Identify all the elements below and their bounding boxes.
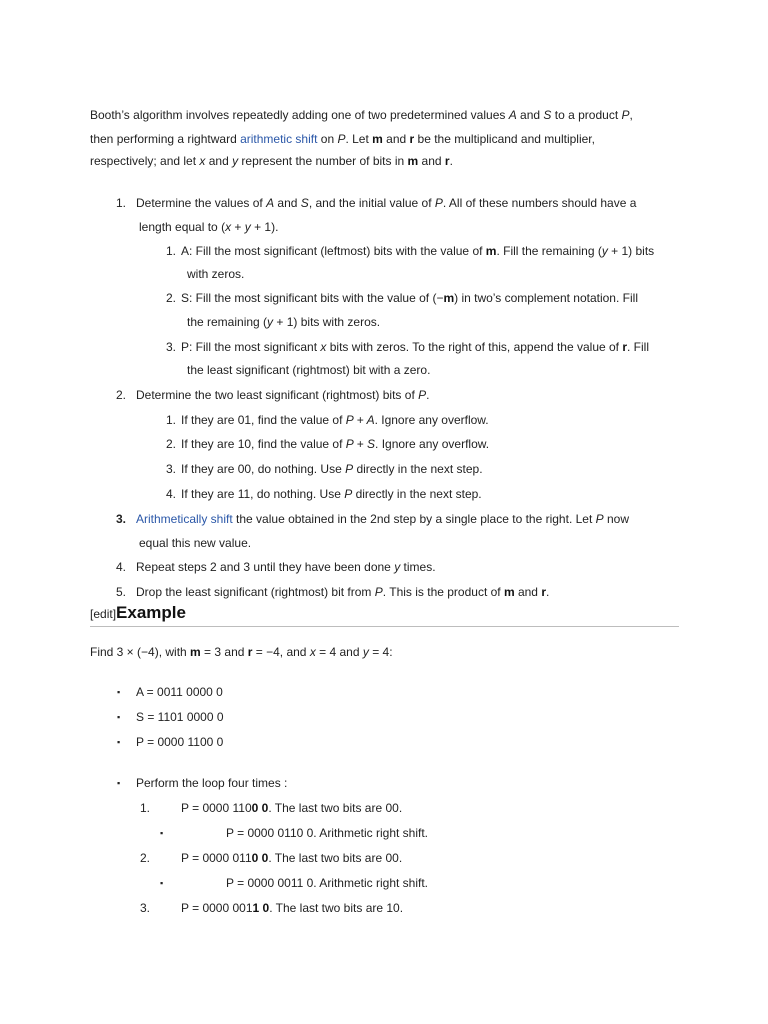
example-intro: Find 3 × (−4), with m = 3 and r = −4, and x = 4 and y = 4: xyxy=(90,645,393,659)
step-2-number: 2. xyxy=(115,388,126,402)
value-a: A = 0011 0000 0 xyxy=(136,685,223,699)
bullet-icon: ▪ xyxy=(160,878,164,888)
step-1-1-line-1: A: Fill the most significant (leftmost) bits with the value of m. Fill the remaining (y + 1) bits xyxy=(181,244,655,258)
bullet-icon: ▪ xyxy=(117,778,121,788)
bullet-icon: ▪ xyxy=(117,712,121,722)
example-heading: [edit]Example xyxy=(90,603,186,622)
step-2-3-line: If they are 00, do nothing. Use P directly in the next step. xyxy=(181,462,483,476)
step-1-3-line-2: the least significant (rightmost) bit with a zero. xyxy=(187,363,431,377)
step-1-1-number: 1. xyxy=(165,244,176,258)
loop-2-line: P = 0000 0110 0. The last two bits are 00. xyxy=(181,851,403,865)
loop-2-number: 2. xyxy=(139,851,150,865)
loop-1-number: 1. xyxy=(139,801,150,815)
edit-link[interactable]: edit xyxy=(93,607,113,621)
value-p: P = 0000 1100 0 xyxy=(136,735,224,749)
step-5-line: Drop the least significant (rightmost) bit from P. This is the product of m and r. xyxy=(136,585,550,599)
step-3-number: 3. xyxy=(115,512,126,526)
bullet-icon: ▪ xyxy=(160,828,164,838)
step-1-2-line-1: S: Fill the most significant bits with the value of (−m) in two’s complement notation. Fill xyxy=(181,291,638,305)
step-2-line: Determine the two least significant (rightmost) bits of P. xyxy=(136,388,430,402)
step-2-2-number: 2. xyxy=(165,437,176,451)
step-4-line: Repeat steps 2 and 3 until they have been done y times. xyxy=(136,560,436,574)
step-1-2-line-2: the remaining (y + 1) bits with zeros. xyxy=(187,315,381,329)
bullet-icon: ▪ xyxy=(117,687,121,697)
step-2-4-line: If they are 11, do nothing. Use P directly in the next step. xyxy=(181,487,482,501)
step-5-number: 5. xyxy=(115,585,126,599)
heading-divider xyxy=(90,626,679,627)
step-2-4-number: 4. xyxy=(165,487,176,501)
loop-1-sub: P = 0000 0110 0. Arithmetic right shift. xyxy=(226,826,429,840)
step-3-line-2: equal this new value. xyxy=(139,536,252,550)
arithmetic-shift-link[interactable]: arithmetic shift xyxy=(240,132,318,146)
bullet-icon: ▪ xyxy=(117,737,121,747)
loop-1-line: P = 0000 1100 0. The last two bits are 00. xyxy=(181,801,403,815)
arithmetically-shift-link[interactable]: Arithmetically shift xyxy=(136,512,233,526)
step-1-3-line-1: P: Fill the most significant x bits with zeros. To the right of this, append the value of r. Fill xyxy=(181,340,650,354)
step-2-3-number: 3. xyxy=(165,462,176,476)
step-1-line-2: length equal to (x + y + 1). xyxy=(139,220,279,234)
step-1-3-number: 3. xyxy=(165,340,176,354)
loop-2-sub: P = 0000 0011 0. Arithmetic right shift. xyxy=(226,876,429,890)
step-1-number: 1. xyxy=(115,196,126,210)
section-title: Example xyxy=(116,603,186,622)
step-1-2-number: 2. xyxy=(165,291,176,305)
intro-line-1: Booth’s algorithm involves repeatedly adding one of two predetermined values A and S to a product P, xyxy=(90,108,633,122)
loop-3-line: P = 0000 0011 0. The last two bits are 10. xyxy=(181,901,404,915)
step-3-line-1: Arithmetically shift the value obtained in the 2nd step by a single place to the right. Let P now xyxy=(136,512,629,526)
loop-3-number: 3. xyxy=(139,901,150,915)
intro-line-3: respectively; and let x and y represent the number of bits in m and r. xyxy=(90,154,453,168)
step-1-line-1: Determine the values of A and S, and the initial value of P. All of these numbers should have a xyxy=(136,196,637,210)
step-2-1-number: 1. xyxy=(165,413,176,427)
loop-intro: Perform the loop four times : xyxy=(136,776,288,790)
step-1-1-line-2: with zeros. xyxy=(187,267,245,281)
intro-line-2: then performing a rightward arithmetic shift on P. Let m and r be the multiplicand and multiplier, xyxy=(90,132,595,146)
step-2-1-line: If they are 01, find the value of P + A. Ignore any overflow. xyxy=(181,413,489,427)
step-4-number: 4. xyxy=(115,560,126,574)
value-s: S = 1101 0000 0 xyxy=(136,710,224,724)
step-2-2-line: If they are 10, find the value of P + S. Ignore any overflow. xyxy=(181,437,490,451)
